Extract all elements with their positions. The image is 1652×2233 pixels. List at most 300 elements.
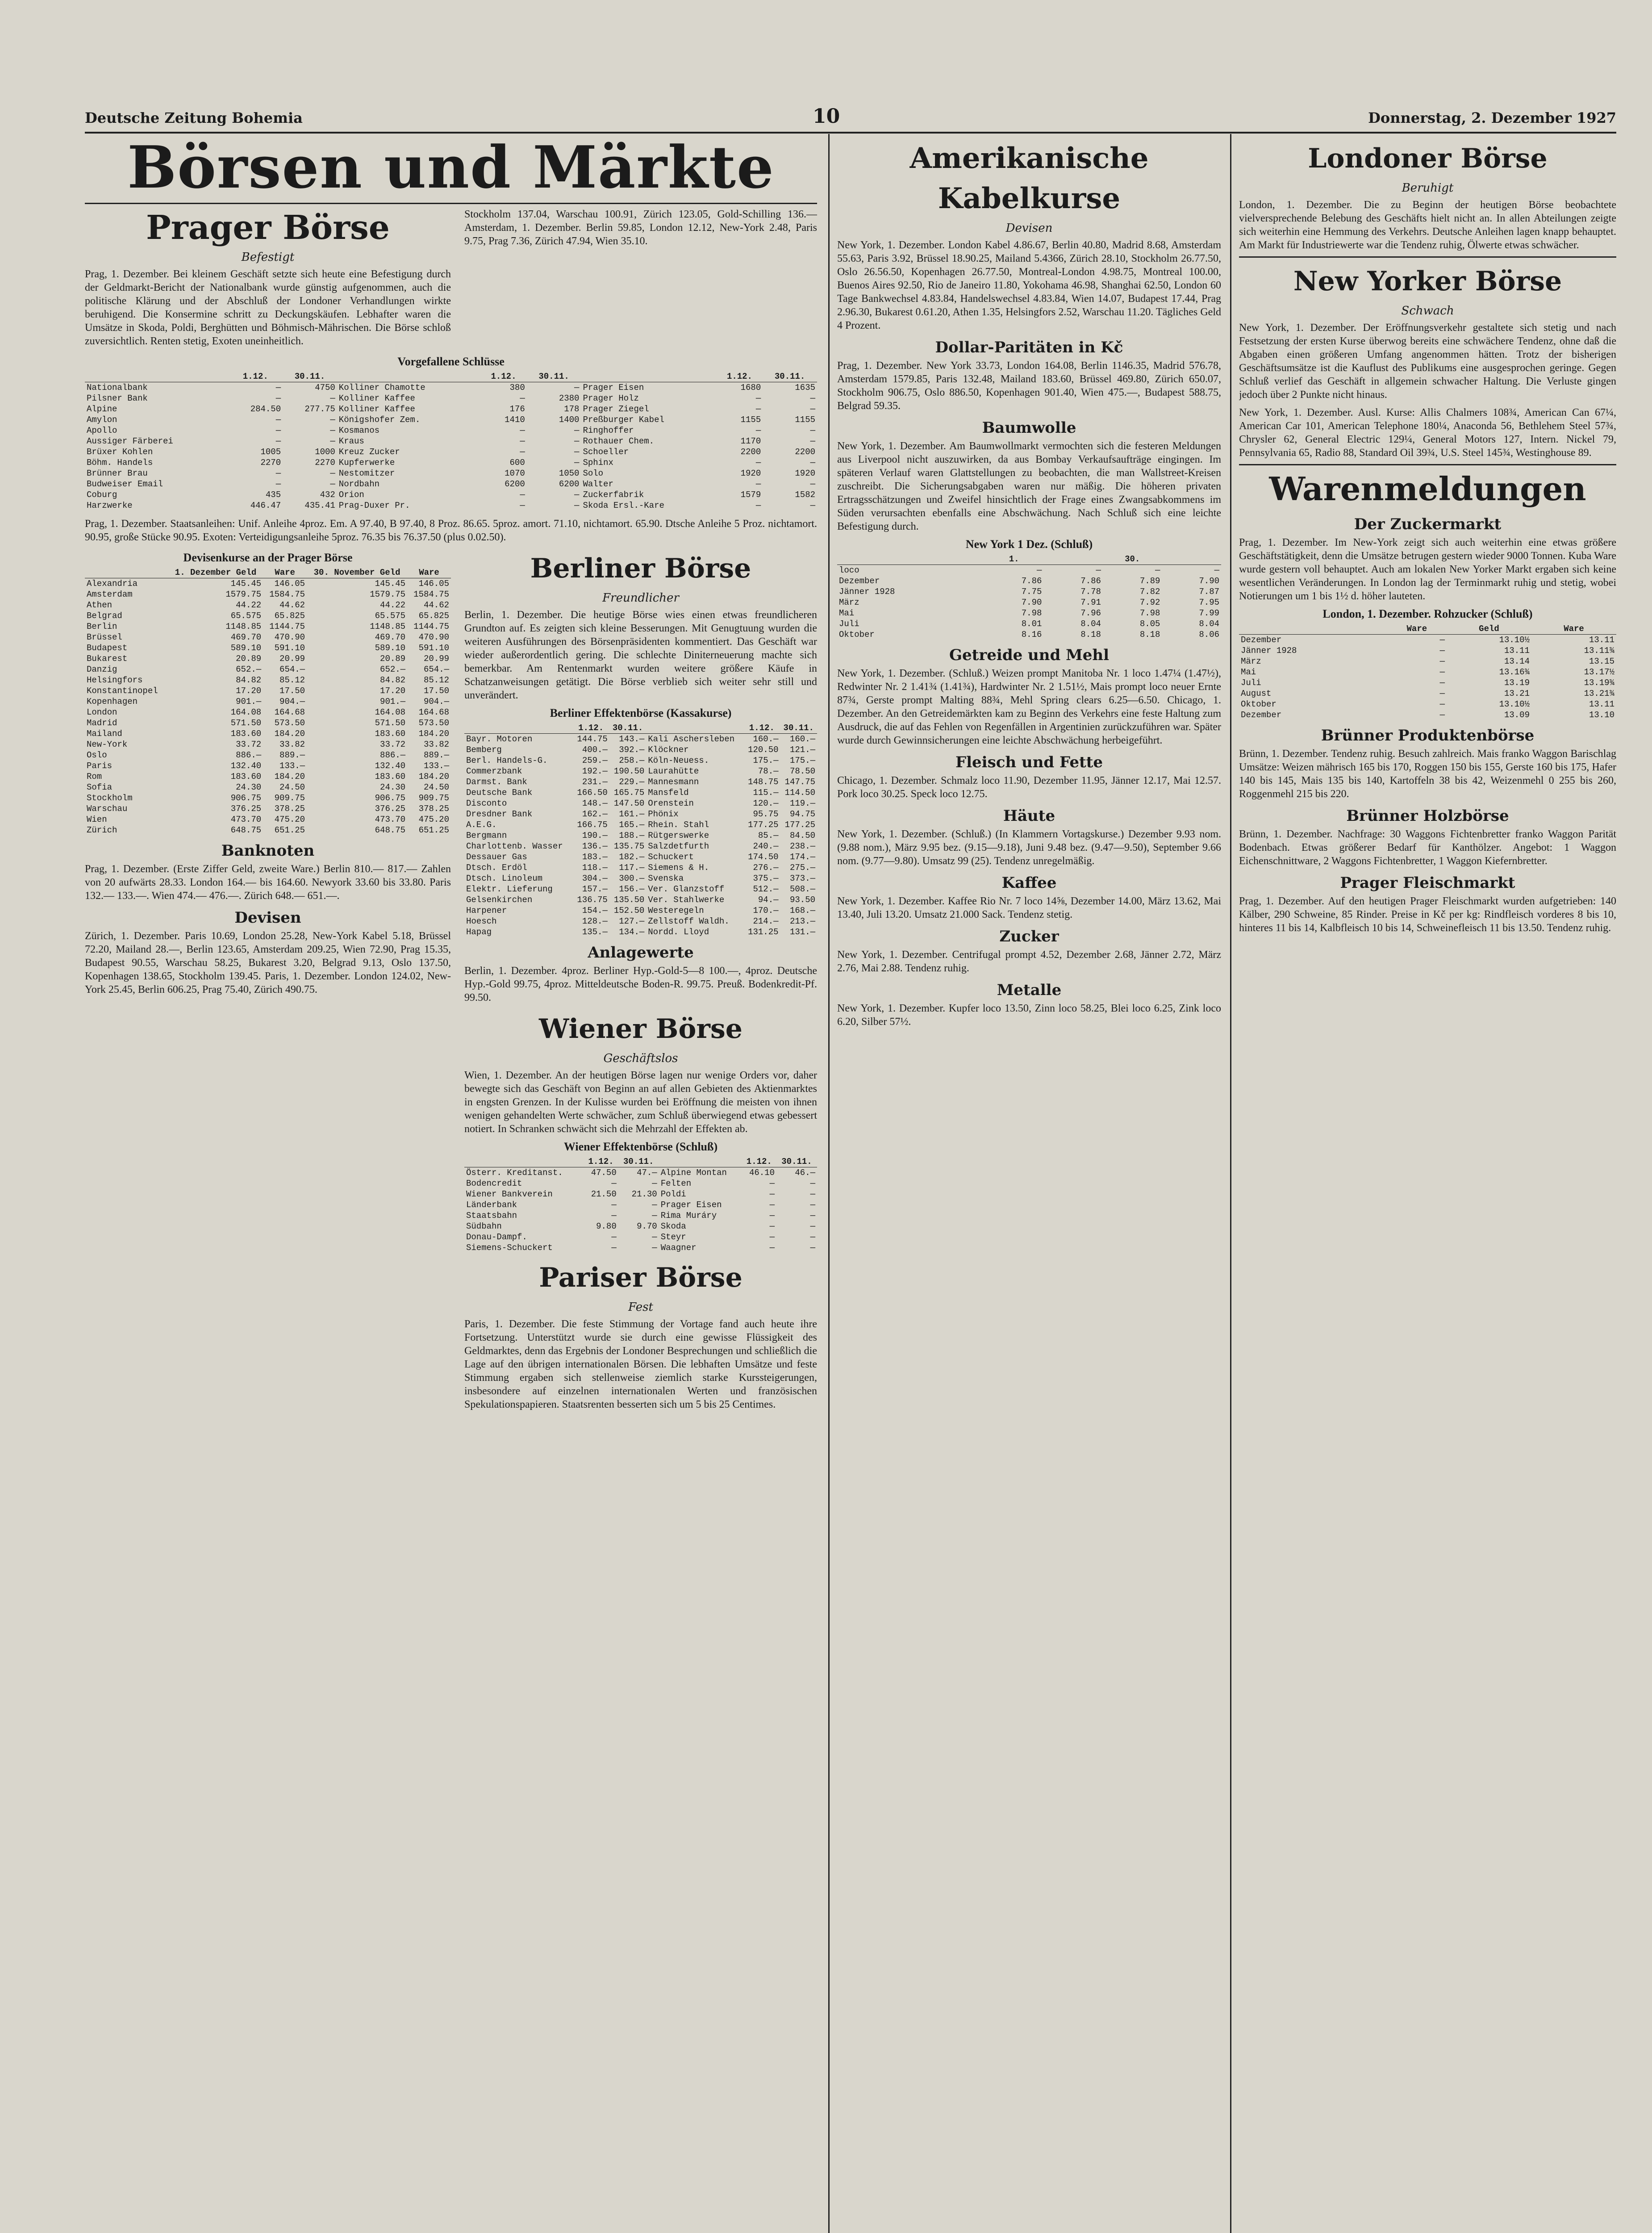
table-cell: 213.— <box>789 916 815 926</box>
table-cell: A.E.G. <box>466 820 497 830</box>
table-row <box>85 489 817 500</box>
table-cell: 121.— <box>789 745 815 755</box>
table-cell: 20.99 <box>280 654 305 664</box>
table-row <box>464 884 817 895</box>
table-cell: — <box>520 393 525 403</box>
table-cell: — <box>810 404 815 414</box>
table-header-cell: Geld <box>1447 623 1531 635</box>
table-cell: Prager Holz <box>583 393 639 403</box>
table-cell: Nordbahn <box>338 479 380 489</box>
table-row <box>85 739 451 750</box>
table-cell: 178 <box>564 404 580 414</box>
table-cell: 13.11 <box>1589 635 1614 645</box>
table-cell: Köln-Neuess. <box>648 756 709 765</box>
table-cell: Felten <box>660 1179 692 1188</box>
baumwolle-table-title: New York 1 Dez. (Schluß) <box>965 538 1093 551</box>
table-row <box>837 586 1221 597</box>
table-cell: 7.75 <box>1021 587 1042 597</box>
table-header-cell: Ware <box>263 567 307 578</box>
table-cell: Prag-Duxer Pr. <box>338 501 410 510</box>
table-cell: 168.— <box>789 906 815 916</box>
table-row <box>85 457 817 468</box>
baumwolle-table <box>837 554 1221 640</box>
table-header-cell <box>659 1156 742 1167</box>
table-cell: 8.01 <box>1021 619 1042 629</box>
table-row <box>464 852 817 862</box>
table-cell: 188.— <box>619 831 645 841</box>
table-cell: Siemens-Schuckert <box>466 1243 553 1253</box>
table-cell: — <box>574 436 580 446</box>
schluesse-table-title: Vorgefallene Schlüsse <box>397 355 505 368</box>
haeute-title: Häute <box>1003 807 1055 825</box>
table-cell: Prager Eisen <box>583 383 644 393</box>
table-header-cell <box>85 567 168 578</box>
table-cell: 8.18 <box>1139 630 1160 640</box>
table-cell: Hoesch <box>466 916 497 926</box>
table-cell: 13.16¾ <box>1499 667 1530 677</box>
london-zucker-table <box>1239 623 1616 720</box>
table-cell: 275.— <box>789 863 815 873</box>
table-cell: 177.25 <box>784 820 815 830</box>
table-cell: Jänner 1928 <box>1241 646 1297 656</box>
table-cell: 7.90 <box>1199 576 1219 586</box>
table-cell: 146.05 <box>274 579 305 589</box>
table-header-cell: 1.12. <box>742 1156 776 1167</box>
running-header <box>85 105 1616 132</box>
table-cell: 376.25 <box>230 804 262 814</box>
table-cell: 1635 <box>795 383 815 393</box>
table-cell: 44.22 <box>236 600 262 610</box>
table-cell: 17.50 <box>423 686 449 696</box>
table-cell: Commerzbank <box>466 766 522 776</box>
table-cell: Deutsche Bank <box>466 788 533 798</box>
table-row <box>464 787 817 798</box>
table-cell: Skoda <box>660 1221 686 1231</box>
table-cell: 231.— <box>582 777 608 787</box>
table-cell: 1144.75 <box>413 622 449 631</box>
kaffee-text: New York, 1. Dezember. Kaffee Rio Nr. 7 loco 14⅝, Dezember 14.00, März 13.62, Mai 13.40, Juli 13.20. Umsatz 21.000 Sack. Tendenz stetig. <box>837 895 1221 920</box>
table-cell: Darmst. Bank <box>466 777 527 787</box>
table-cell: — <box>574 383 580 393</box>
pariser-boerse-subtitle: Fest <box>628 1300 653 1314</box>
table-row <box>85 814 451 825</box>
table-cell: 24.30 <box>236 782 262 792</box>
table-cell: 17.20 <box>380 686 406 696</box>
table-cell: 13.14 <box>1504 657 1530 666</box>
table-cell: Harpener <box>466 906 507 916</box>
table-cell: Ver. Stahlwerke <box>648 895 725 905</box>
table-row <box>464 1167 817 1179</box>
dollar-paritaeten-text: Prag, 1. Dezember. New York 33.73, London 164.08, Berlin 1146.35, Madrid 576.78, Amsterdam 1579.85, Paris 132.48, Mailand 183.60, Brüssel 469.80, Zürich 650.07, Stockholm 906.75, Oslo 886.50, Kopenhagen 901.40, Wien 475.—, Budapest 588.75, Belgrad 59.35. <box>837 360 1221 412</box>
table-cell: Solo <box>583 468 604 478</box>
table-cell: 21.50 <box>591 1189 617 1199</box>
table-cell: 114.50 <box>784 788 815 798</box>
table-cell: 1582 <box>795 490 815 500</box>
table-cell: 1579 <box>740 490 761 500</box>
table-cell: 175.— <box>753 756 779 765</box>
table-cell: 93.50 <box>789 895 815 905</box>
table-header-row <box>85 567 451 578</box>
column-divider-2 <box>1230 134 1231 2233</box>
table-cell: 470.90 <box>274 632 305 642</box>
table-cell: 9.70 <box>637 1221 657 1231</box>
table-cell: 120.— <box>753 799 779 808</box>
table-cell: 13.10½ <box>1499 699 1530 709</box>
table-cell: Dessauer Gas <box>466 852 527 862</box>
table-cell: 229.— <box>619 777 645 787</box>
table-row <box>85 643 451 653</box>
table-row <box>1239 699 1616 710</box>
table-cell: — <box>652 1211 657 1221</box>
table-row <box>464 1178 817 1189</box>
devisen-text: Zürich, 1. Dezember. Paris 10.69, London 25.28, New-York Kabel 5.18, Brüssel 72.20, Mailand 28.—, Berlin 123.65, Amsterdam 209.25, Wien 72.90, Prag 15.35, Budapest 90.55, Warschau 58.25, Bukarest 3.20, Belgrad 9.13, Oslo 137.50, Kopenhagen 138.65, Stockholm 139.45. Paris, 1. Dezember. London 124.02, New-York 25.45, Berlin 606.25, Prag 75.40, Zürich 490.75. <box>85 930 451 995</box>
table-row <box>464 895 817 905</box>
table-cell: Staatsbahn <box>466 1211 517 1221</box>
table-cell: 1070 <box>505 468 525 478</box>
table-cell: 7.87 <box>1199 587 1219 597</box>
table-row <box>464 1221 817 1232</box>
table-cell: 1579.75 <box>225 590 262 599</box>
table-row <box>85 468 817 479</box>
table-cell: 135.— <box>582 927 608 937</box>
londoner-boerse-title: Londoner Börse <box>1308 143 1548 174</box>
table-cell: 33.72 <box>380 740 406 749</box>
table-cell: 473.70 <box>230 815 262 824</box>
table-cell: 13.21¾ <box>1584 689 1614 698</box>
table-cell: 376.25 <box>375 804 406 814</box>
table-cell: — <box>810 1243 815 1253</box>
table-cell: 889.— <box>423 750 449 760</box>
table-cell: 13.19 <box>1504 678 1530 688</box>
table-cell: — <box>574 426 580 435</box>
table-row <box>1239 710 1616 720</box>
table-cell: 13.10½ <box>1499 635 1530 645</box>
table-cell: — <box>810 1189 815 1199</box>
table-cell: 886.— <box>380 750 406 760</box>
berliner-boerse-title: Berliner Börse <box>530 553 751 584</box>
column-boersen <box>85 134 817 2233</box>
table-cell: Königshofer Zem. <box>338 415 421 425</box>
table-cell: 304.— <box>582 874 608 883</box>
table-cell: 1050 <box>559 468 580 478</box>
table-cell: 65.825 <box>274 611 305 621</box>
table-header-cell: 30.11. <box>776 1156 817 1167</box>
table-header-row <box>85 371 817 382</box>
table-cell: Madrid <box>87 718 117 728</box>
table-cell: Klöckner <box>648 745 689 755</box>
table-cell: 446.47 <box>250 501 281 510</box>
table-cell: 276.— <box>753 863 779 873</box>
zuckermarkt-text: Prag, 1. Dezember. Im New-York zeigt sich auch weiterhin eine etwas größere Geschäftstätigkeit, denn die Umsätze betrugen gestern wieder 9000 Tonnen. Kuba Ware wurde gestern voll behauptet. Auch am lokalen New Yorker Markt ergaben sich keine wesentlichen Veränderungen. In London lag der Terminmarkt ruhig und stetig, wobei Notierungen um 1 bis 1½ d. höher lauteten. <box>1239 537 1616 602</box>
table-header-cell: 30.11. <box>763 371 817 382</box>
table-cell: 135.75 <box>613 841 645 851</box>
kassakurse-table <box>464 723 817 937</box>
table-cell: 94.75 <box>789 809 815 819</box>
table-cell: 132.40 <box>375 761 406 771</box>
table-cell: 132.40 <box>230 761 262 771</box>
table-cell: Donau-Dampf. <box>466 1232 527 1242</box>
column-divider <box>828 134 830 2233</box>
table-cell: 65.575 <box>230 611 262 621</box>
table-cell: Länderbank <box>466 1200 517 1210</box>
table-header-cell: 30.11. <box>527 371 581 382</box>
table-cell: 184.20 <box>418 729 449 739</box>
table-cell: Amsterdam <box>87 590 133 599</box>
table-cell: 184.20 <box>274 772 305 782</box>
table-cell: Danzig <box>87 665 117 674</box>
table-row <box>85 393 817 404</box>
wiener-effekten-table <box>464 1156 817 1253</box>
table-cell: — <box>275 426 281 435</box>
table-cell: Berlin <box>87 622 117 631</box>
table-cell: — <box>1439 699 1445 709</box>
londoner-boerse-text: London, 1. Dezember. Die zu Beginn der heutigen Börse beobachtete vielversprechende Belebung des Geschäfts hielt nicht an. In allen Abteilungen zeigte sich weiterhin eine Hemmung des Verkehrs. Deutsche Anleihen lagen knapp behauptet. Am Markt für Industriewerte war die Tendenz ruhig, Ölwerte etwas schwächer. <box>1239 199 1616 251</box>
brunner-holz-text: Brünn, 1. Dezember. Nachfrage: 30 Waggons Fichtenbretter franko Waggon Parität Bodenbach. Etwas größerer Bedarf für Kanthölzer. Angebot: 1 Waggon Eichenschnittware, 2 Waggons Fichtenbretter, 1 Waggon Kiefernbretter. <box>1239 828 1616 867</box>
table-cell: — <box>275 468 281 478</box>
wiener-effekten-title: Wiener Effektenbörse (Schluß) <box>563 1140 718 1153</box>
table-header-row <box>464 723 817 734</box>
table-cell: Dezember <box>1241 635 1282 645</box>
table-cell: 4750 <box>315 383 335 393</box>
anlagewerte-title: Anlagewerte <box>588 944 694 962</box>
table-cell: 115.— <box>753 788 779 798</box>
table-row <box>1239 645 1616 656</box>
table-cell: Helsingfors <box>87 675 143 685</box>
table-cell: — <box>611 1179 617 1188</box>
london-zucker-title: London, 1. Dezember. Rohzucker (Schluß) <box>1322 607 1533 620</box>
table-cell: — <box>275 436 281 446</box>
table-cell: Gelsenkirchen <box>466 895 533 905</box>
table-row <box>1239 688 1616 699</box>
table-cell: 164.68 <box>274 707 305 717</box>
table-cell: 161.— <box>619 809 645 819</box>
table-cell: Kolliner Chamotte <box>338 383 426 393</box>
table-cell: 512.— <box>753 884 779 894</box>
table-cell: 143.— <box>619 734 645 744</box>
prager-boerse-title: Prager Börse <box>146 209 390 247</box>
table-cell: Kreuz Zucker <box>338 447 400 457</box>
table-cell: 85.12 <box>280 675 305 685</box>
table-cell: 909.75 <box>418 793 449 803</box>
table-cell: 589.10 <box>375 643 406 653</box>
table-cell: — <box>520 501 525 510</box>
table-cell: 135.50 <box>613 895 645 905</box>
table-cell: 13.11 <box>1504 646 1530 656</box>
table-cell: — <box>769 1211 775 1221</box>
table-cell: 1155 <box>740 415 761 425</box>
table-cell: Poldi <box>660 1189 686 1199</box>
newyorker-boerse-subtitle: Schwach <box>1401 304 1454 318</box>
table-cell: Kosmanos <box>338 426 380 435</box>
table-cell: 591.10 <box>274 643 305 653</box>
table-cell: 652.— <box>236 665 262 674</box>
londoner-boerse-subtitle: Beruhigt <box>1402 181 1454 195</box>
table-cell: 906.75 <box>375 793 406 803</box>
table-row <box>837 608 1221 619</box>
table-cell: 2200 <box>795 447 815 457</box>
baumwolle-text: New York, 1. Dezember. Am Baumwollmarkt vermochten sich die festeren Meldungen aus Liverpool nicht auszuwirken, da aus Bombay Verkaufsaufträge eingingen. Im späteren Verlauf waren Glattstellungen zu beobachten, die man Wallstreet-Kreisen zuschreibt. Die Sicherungsabgaben waren nur mäßig. Die höheren privaten Ertragsschätzungen und Zweifel hinsichtlich der Frage eines Zwangsabkommens im Süden verursachten ebenfalls eine Abschwächung. Nach Schluß sich eine leichte Befestigung durch. <box>837 440 1221 532</box>
table-header-cell <box>464 723 572 734</box>
table-cell: 435 <box>265 490 281 500</box>
table-cell: Berl. Handels-G. <box>466 756 548 765</box>
table-cell: 901.— <box>236 697 262 707</box>
table-cell: 432 <box>320 490 335 500</box>
table-header-row <box>464 1156 817 1167</box>
table-cell: 13.11 <box>1589 699 1614 709</box>
table-cell: 7.98 <box>1139 608 1160 618</box>
table-cell: 164.68 <box>418 707 449 717</box>
table-cell: — <box>810 426 815 435</box>
brunner-produkten-text: Brünn, 1. Dezember. Tendenz ruhig. Besuch zahlreich. Mais franko Waggon Barischlag Umsätze: Weizen mährisch 165 bis 170, Roggen 150 bis 155, Gerste 160 bis 175, Hafer 140 bis 145, Mais 135 bis 140, Kartoffeln 38 bis 42, Weizenmehl 0 255 bis 260, Roggenmehl 215 bis 220. <box>1239 748 1616 800</box>
devisenkurse-block <box>85 548 451 1416</box>
table-cell: Rima Muráry <box>660 1211 717 1221</box>
table-cell: 284.50 <box>250 404 281 414</box>
table-row <box>837 576 1221 586</box>
table-cell: Wiener Bankverein <box>466 1189 553 1199</box>
table-cell: 190.— <box>582 831 608 841</box>
table-cell: 8.04 <box>1080 619 1101 629</box>
table-header-cell: Ware <box>407 567 451 578</box>
table-cell: 1920 <box>740 468 761 478</box>
table-cell: 1155 <box>795 415 815 425</box>
table-cell: 165.75 <box>613 788 645 798</box>
table-cell: Brüssel <box>87 632 122 642</box>
table-cell: 152.50 <box>613 906 645 916</box>
table-cell: — <box>810 1232 815 1242</box>
table-row <box>85 803 451 814</box>
table-row <box>837 597 1221 608</box>
page-number: 10 <box>813 105 840 128</box>
table-row <box>85 447 817 457</box>
table-cell: 8.04 <box>1199 619 1219 629</box>
table-cell: — <box>611 1200 617 1210</box>
table-cell: 2270 <box>315 458 335 468</box>
table-row <box>464 1200 817 1210</box>
table-cell: 118.— <box>582 863 608 873</box>
warenmeldungen-title: Warenmeldungen <box>1269 470 1586 508</box>
table-cell: — <box>1439 657 1445 666</box>
table-row <box>85 653 451 664</box>
table-cell: Stockholm <box>87 793 133 803</box>
table-header-cell: 1. <box>985 554 1044 565</box>
table-row <box>85 718 451 728</box>
table-row <box>464 1189 817 1200</box>
table-cell: Alexandria <box>87 579 138 589</box>
table-cell: 300.— <box>619 874 645 883</box>
table-cell: 33.82 <box>280 740 305 749</box>
issue-date: Donnerstag, 2. Dezember 1927 <box>1368 109 1616 126</box>
table-cell: 134.— <box>619 927 645 937</box>
table-cell: 131.— <box>789 927 815 937</box>
table-cell: — <box>810 479 815 489</box>
table-cell: Jänner 1928 <box>839 587 895 597</box>
table-cell: 475.20 <box>418 815 449 824</box>
table-cell: Westeregeln <box>648 906 704 916</box>
table-cell: — <box>1096 565 1101 575</box>
table-header-cell <box>85 371 228 382</box>
table-cell: 1144.75 <box>269 622 305 631</box>
table-cell: London <box>87 707 117 717</box>
table-cell: 378.25 <box>274 804 305 814</box>
table-cell: 1005 <box>260 447 281 457</box>
table-cell: 13.10 <box>1589 710 1614 720</box>
table-header-cell <box>837 554 985 565</box>
brunner-produkten-title: Brünner Produktenbörse <box>1321 727 1535 744</box>
table-cell: loco <box>839 565 859 575</box>
table-cell: Schuckert <box>648 852 694 862</box>
table-row <box>464 777 817 787</box>
table-cell: Rütgerswerke <box>648 831 709 841</box>
zurich-devisen-block <box>464 208 817 352</box>
table-cell: — <box>652 1200 657 1210</box>
table-cell: — <box>1439 689 1445 698</box>
table-cell: 24.50 <box>423 782 449 792</box>
table-cell: Ringhoffer <box>583 426 634 435</box>
table-cell: 65.825 <box>418 611 449 621</box>
table-cell: — <box>769 1221 775 1231</box>
table-cell: — <box>1439 646 1445 656</box>
table-header-cell: 1.12. <box>228 371 283 382</box>
table-cell: 1920 <box>795 468 815 478</box>
table-row <box>464 905 817 916</box>
table-cell: — <box>810 1211 815 1221</box>
table-cell: — <box>1036 565 1042 575</box>
table-cell: 589.10 <box>230 643 262 653</box>
table-cell: 154.— <box>582 906 608 916</box>
table-cell: Zürich <box>87 825 117 835</box>
table-cell: 13.09 <box>1504 710 1530 720</box>
table-header-cell: 1.12. <box>717 371 763 382</box>
table-cell: — <box>652 1243 657 1253</box>
table-row <box>85 578 451 590</box>
table-cell: Bergmann <box>466 831 507 841</box>
prager-boerse-subtitle: Befestigt <box>241 251 295 264</box>
table-row <box>85 664 451 675</box>
table-header-cell: 1.12. <box>480 371 527 382</box>
table-cell: Bukarest <box>87 654 128 664</box>
table-cell: 44.62 <box>423 600 449 610</box>
prager-boerse-block <box>85 208 451 352</box>
table-cell: 177.25 <box>748 820 779 830</box>
table-cell: Rothauer Chem. <box>583 436 655 446</box>
table-cell: Ver. Glanzstoff <box>648 884 725 894</box>
table-cell: 20.89 <box>380 654 406 664</box>
table-cell: 1148.85 <box>225 622 262 631</box>
header-rule <box>85 132 1616 134</box>
fleisch-fette-title: Fleisch und Fette <box>955 753 1103 771</box>
table-cell: Schoeller <box>583 447 629 457</box>
table-row <box>85 425 817 436</box>
table-row <box>85 782 451 793</box>
metalle-title: Metalle <box>997 981 1062 999</box>
table-cell: 164.08 <box>230 707 262 717</box>
table-cell: — <box>755 479 761 489</box>
table-cell: 184.20 <box>418 772 449 782</box>
table-cell: März <box>1241 657 1261 666</box>
table-cell: 170.— <box>753 906 779 916</box>
table-cell: Oslo <box>87 750 107 760</box>
table-cell: 136.75 <box>577 895 608 905</box>
table-cell: 145.45 <box>375 579 406 589</box>
table-cell: 117.— <box>619 863 645 873</box>
berliner-boerse-subtitle: Freundlicher <box>602 591 679 605</box>
table-cell: Skoda Ersl.-Kare <box>583 501 664 510</box>
table-cell: Brünner Brau <box>87 468 148 478</box>
table-cell: Warschau <box>87 804 128 814</box>
table-cell: 176 <box>509 404 525 414</box>
table-cell: — <box>1439 635 1445 645</box>
table-row <box>464 1242 817 1253</box>
